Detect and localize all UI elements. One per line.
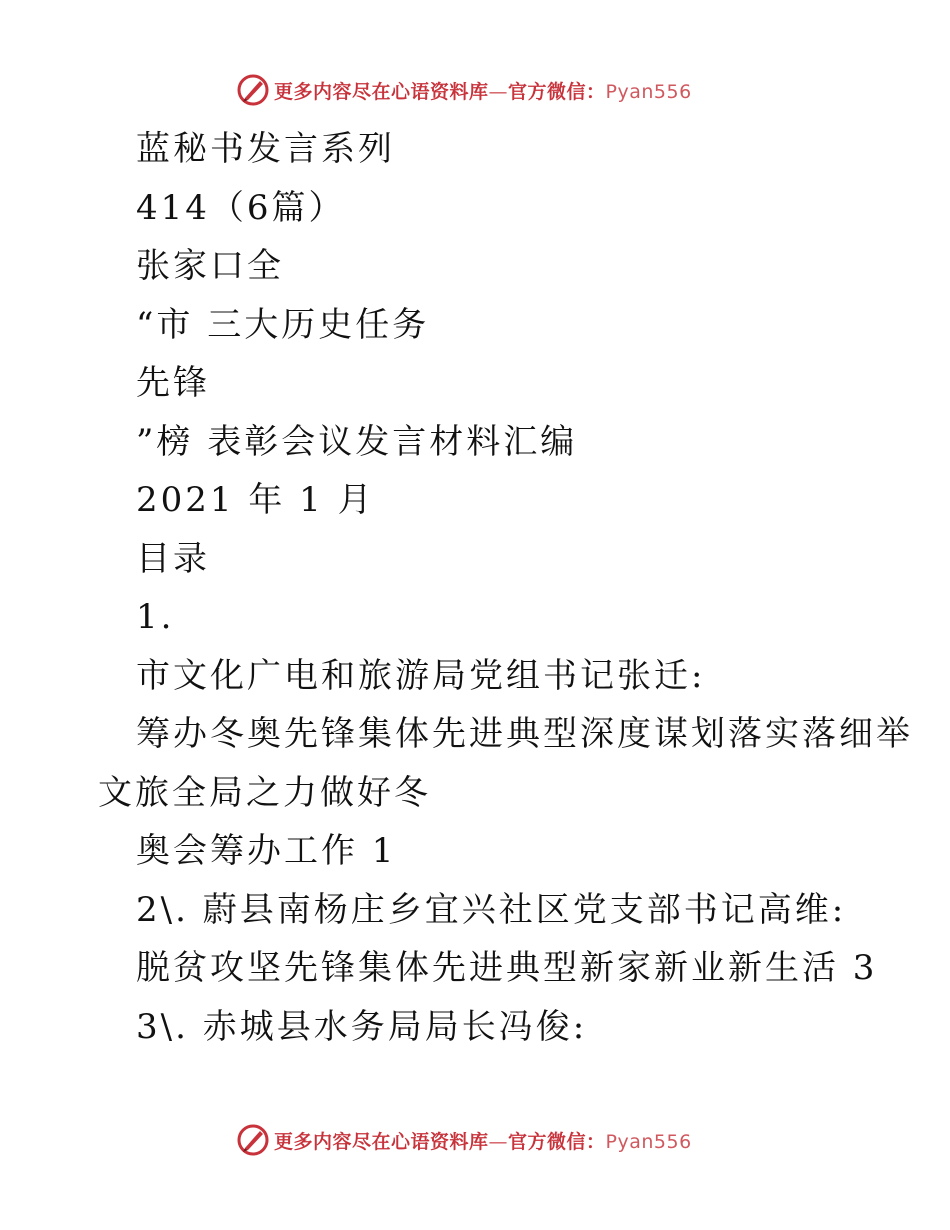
toc-item-text: 2\. 蔚县南杨庄乡宜兴社区党支部书记高维: (136, 889, 847, 930)
toc-item-number: 1. (136, 597, 175, 637)
toc-item-text: 脱贫攻坚先锋集体先进典型新家新业新生活 3 (136, 948, 878, 988)
toc-item-text: 市文化广电和旅游局党组书记张迁: (136, 655, 706, 696)
series-number: 414（6篇） (136, 187, 346, 228)
title-line-2: “市 三大历史任务 (136, 304, 430, 345)
document-date: 2021 年 1 月 (136, 480, 375, 520)
watermark-text: 更多内容尽在心语资料库—官方微信：Pyan556 (274, 80, 692, 103)
toc-heading: 目录 (136, 538, 210, 579)
title-line-1: 张家口全 (136, 246, 284, 286)
toc-item-text: 3\. 赤城县水务局局长冯俊: (136, 1006, 588, 1047)
document-body (0, 120, 950, 1056)
toc-item-text: 奥会筹办工作 1 (136, 831, 397, 871)
quill-logo-icon (236, 1123, 270, 1157)
toc-item-text: 筹办冬奥先锋集体先进典型深度谋划落实落细举 (136, 714, 913, 754)
watermark-text: 更多内容尽在心语资料库—官方微信：Pyan556 (274, 1130, 692, 1153)
title-line-4: ”榜 表彰会议发言材料汇编 (136, 421, 578, 462)
watermark-header (236, 72, 692, 108)
title-line-3: 先锋 (136, 363, 210, 403)
watermark-footer (236, 1122, 692, 1158)
toc-item-text: 文旅全局之力做好冬 (98, 772, 431, 813)
series-title: 蓝秘书发言系列 (136, 129, 395, 169)
quill-logo-icon (236, 73, 270, 107)
